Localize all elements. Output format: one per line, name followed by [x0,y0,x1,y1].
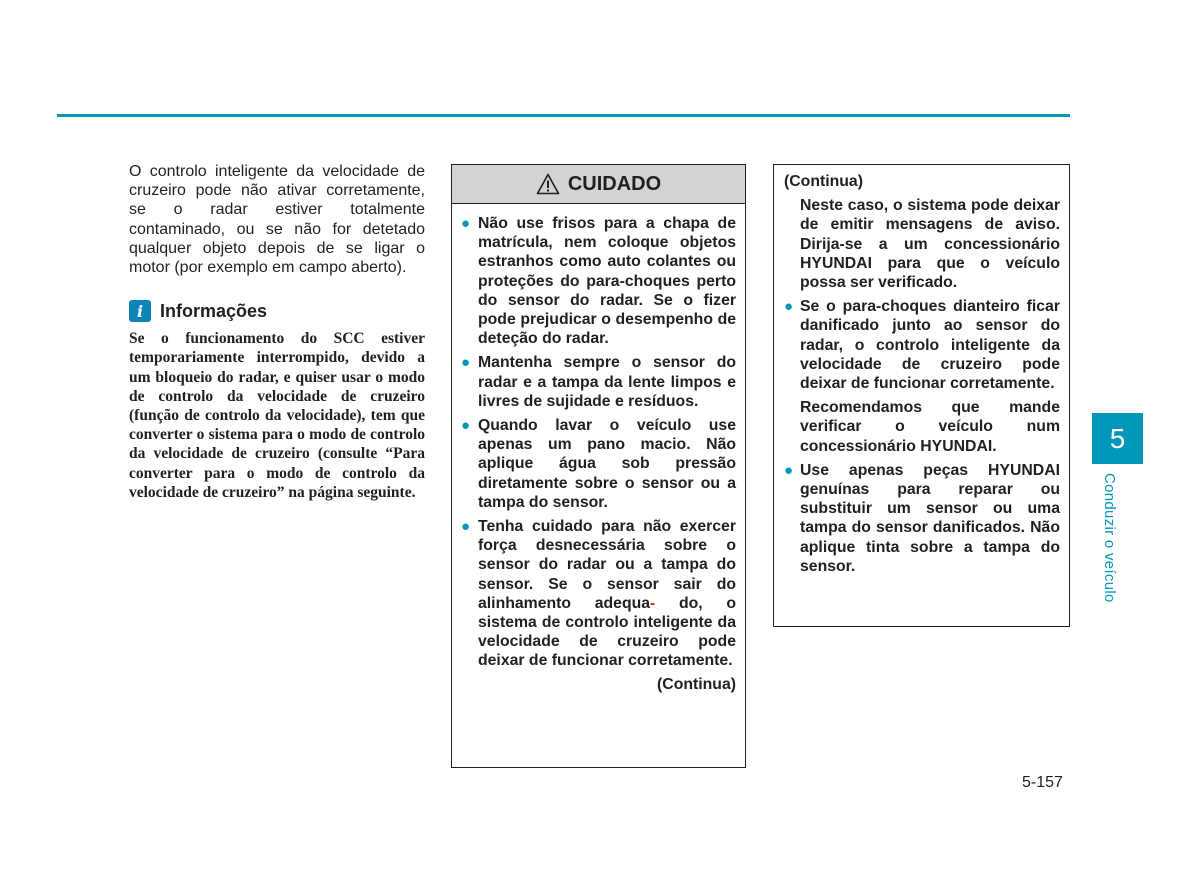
caution-item: ● Tenha cuidado para não exercer força desnecessária sobre o sensor do radar ou a tampa do sensor. Se o sensor sair do alinhamento adequa- do, o sistema de controlo inteligente da velocidade de cruzeiro pode deixar de funcionar corretamente. [461,518,737,670]
caution-box [451,164,746,768]
chapter-number-tab: 5 [1092,413,1143,464]
continued-box [773,164,1070,627]
info-icon: i [129,300,151,322]
bullet-icon: ● [461,354,471,372]
bullet-icon: ● [784,461,794,479]
hyphen-mark: - [650,594,656,612]
caution-header [452,165,745,204]
info-paragraph: Se o funcionamento do SCC estiver temporariamente interrompido, devido a um bloqueio do radar, e quiser usar o modo de controlo da velocidade de cruzeiro (função de controlo da velocidade), tem que converter o sistema para o modo de controlo da velocidade de cruzeiro (consulte “Para converter para o modo de controlo da velocidade de cruzeiro” na página seguinte. [129,330,425,501]
page-number: 5-157 [1022,774,1063,791]
continued-item: ● Use apenas peças HYUNDAI genuínas para reparar ou substituir um sensor ou uma tampa do sensor danificados. Não aplique tinta sobre a tampa do sensor. [784,461,1060,575]
info-header [129,300,425,322]
caution-body [452,204,745,694]
bullet-icon: ● [461,417,471,435]
bullet-icon: ● [461,215,471,232]
continued-item: ● Se o para-choques dianteiro ficar danificado junto ao sensor do radar, o controlo inteligente da velocidade de cruzeiro pode deixar de funcionar corretamente. [784,298,1060,393]
caution-title: CUIDADO [567,172,662,195]
left-column [129,162,425,502]
continued-paragraph: Neste caso, o sistema pode deixar de emitir mensagens de aviso. Dirija-se a um concessionário HYUNDAI para que o veículo possa ser verificado. [800,197,1060,292]
continued-label: (Continua) [657,675,736,693]
top-divider [57,114,1070,117]
bullet-icon: ● [461,518,471,536]
caution-item: ● Quando lavar o veículo use apenas um pano macio. Não aplique água sob pressão diretamente sobre o sensor ou a tampa do sensor. [461,417,736,511]
continued-paragraph: Recomendamos que mande verificar o veículo num concessionário HYUNDAI. [800,399,1060,455]
bullet-icon: ● [784,298,794,316]
caution-item: ● Mantenha sempre o sensor do radar e a tampa da lente limpos e livres de sujidade e resíduos. [461,354,736,410]
intro-paragraph: O controlo inteligente da velocidade de cruzeiro pode não ativar corretamente, se o radar estiver totalmente contaminado, ou se não for detetado qualquer objeto depois de se ligar o motor (por exemplo em campo aberto). [129,163,425,277]
warning-triangle-icon [536,173,560,195]
chapter-title: Conduzir o veículo [1101,473,1118,603]
info-title: Informações [160,300,268,321]
continued-heading: (Continua) [784,173,863,190]
caution-item: ● Não use frisos para a chapa de matrícula, nem coloque objetos estranhos como auto colantes ou proteções do para-choques perto do sensor do radar. Se o fizer pode prejudicar o desempenho de deteção do radar. [461,215,736,348]
